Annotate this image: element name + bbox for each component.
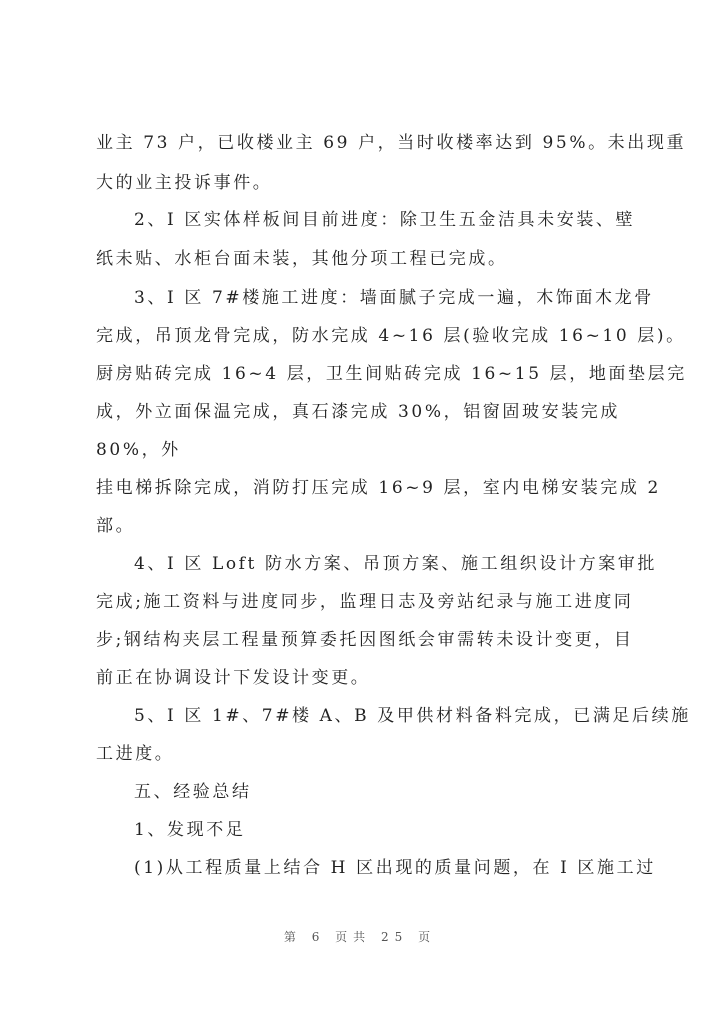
- paragraph-line: 厨房贴砖完成 16~4 层，卫生间贴砖完成 16~15 层，地面垫层完: [96, 364, 687, 384]
- paragraph-line: 完成，吊顶龙骨完成，防水完成 4~16 层(验收完成 16~10 层)。: [96, 326, 686, 346]
- paragraph-line: 5、I 区 1#、7#楼 A、B 及甲供材料备料完成，已满足后续施: [134, 706, 691, 726]
- paragraph-line: 部。: [96, 516, 136, 536]
- paragraph-line: 纸未贴、水柜台面未装，其他分项工程已完成。: [96, 249, 508, 269]
- paragraph-line: 大的业主投诉事件。: [96, 173, 273, 193]
- section-heading: 五、经验总结: [134, 782, 252, 802]
- paragraph-line: (1)从工程质量上结合 H 区出现的质量问题，在 I 区施工过: [134, 858, 656, 878]
- paragraph-line: 前正在协调设计下发设计变更。: [96, 668, 371, 688]
- paragraph-line: 4、I 区 Loft 防水方案、吊顶方案、施工组织设计方案审批: [134, 554, 657, 574]
- paragraph-line: 步;钢结构夹层工程量预算委托因图纸会审需转未设计变更，目: [96, 630, 634, 650]
- paragraph-line: 成，外立面保温完成，真石漆完成 30%，铝窗固玻安装完成: [96, 402, 620, 422]
- paragraph-line: 挂电梯拆除完成，消防打压完成 16~9 层，室内电梯安装完成 2: [96, 478, 661, 498]
- paragraph-line: 完成;施工资料与进度同步，监理日志及旁站纪录与施工进度同: [96, 592, 634, 612]
- paragraph-line: 2、I 区实体样板间目前进度：除卫生五金洁具未安装、壁: [134, 210, 636, 230]
- paragraph-line: 业主 73 户，已收楼业主 69 户，当时收楼率达到 95%。未出现重: [96, 133, 687, 153]
- page-number-footer: 第 6 页共 25 页: [283, 930, 437, 944]
- paragraph-line: 3、I 区 7#楼施工进度：墙面腻子完成一遍，木饰面木龙骨: [134, 288, 654, 308]
- subsection-heading: 1、发现不足: [134, 820, 246, 840]
- paragraph-line: 80%，外: [96, 440, 181, 460]
- paragraph-line: 工进度。: [96, 744, 175, 764]
